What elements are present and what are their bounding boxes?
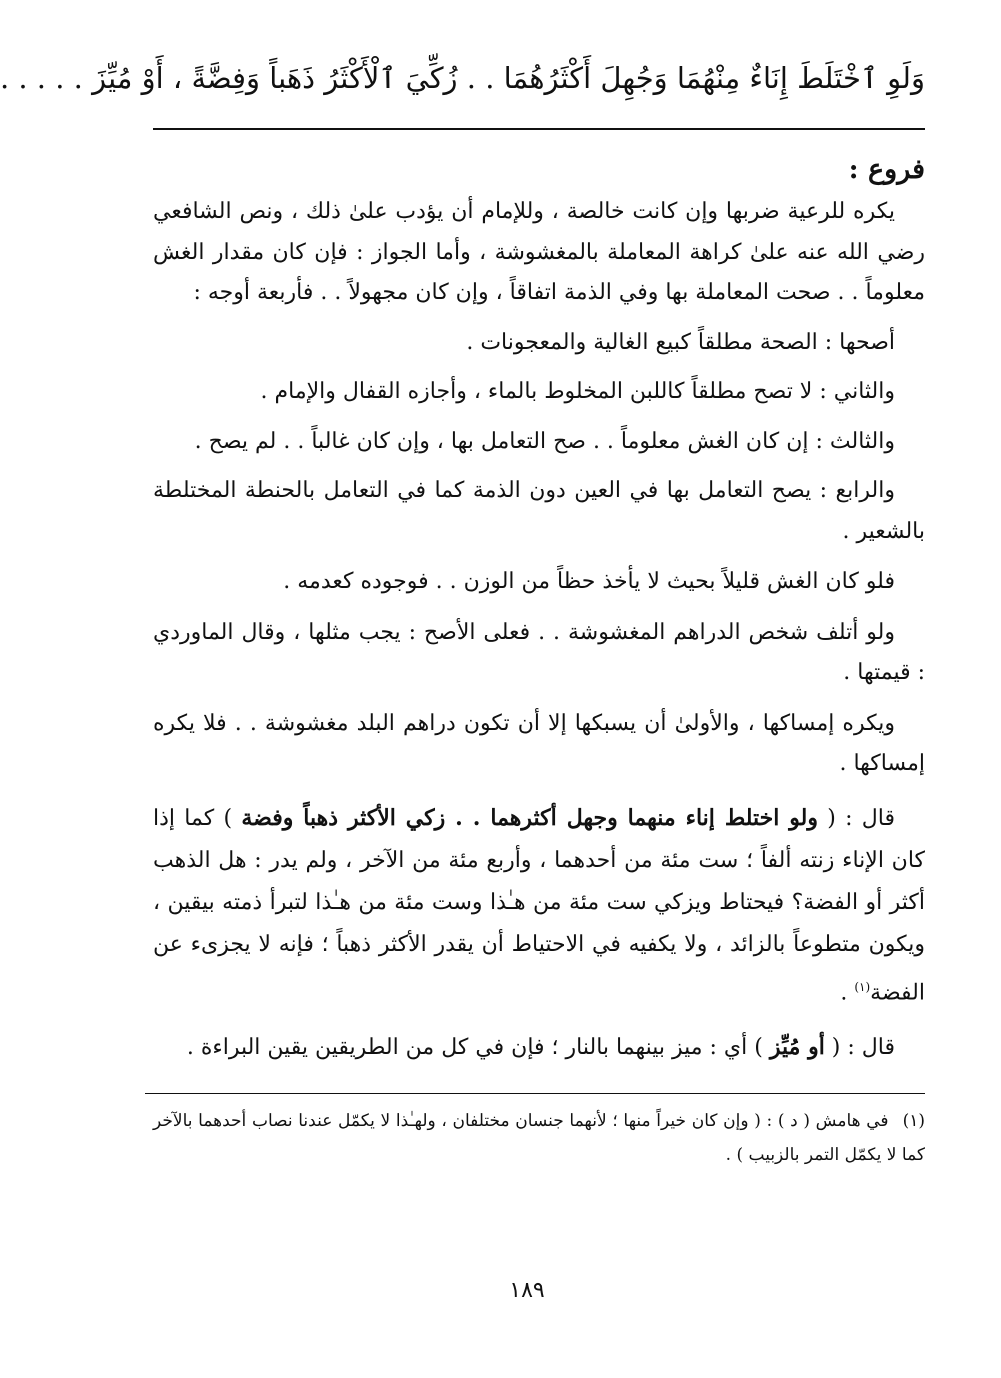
header-rule [153,128,925,130]
quote-lead: قال : ( [817,805,896,831]
commentary-text: ) كما إذا كان الإناء زنته ألفاً ؛ ست مئة من أحدهما ، وأربع مئة من الآخر ، ولم يدر : هل الذهب أكثر أو الفضة؟ فيحتاط ويزكي ست مئة من هـٰذا وست مئة من هـٰذا لتبرأ ذمته بيقين ، ويكون متطوعاً بالزائد ، ولا يكفيه في الاحتياط أن يقدر الأكثر ذهباً ؛ فإنه لا يجزىء عن الفضة [153,805,925,1005]
paragraph-holding: ويكره إمساكها ، والأولىٰ أن يسبكها إلا أن تكون دراهم البلد مغشوشة . . فلا يكره إمساكها . [153,710,925,776]
quoted-matn: ولو اختلط إناء منهما وجهل أكثرهما . . زكي الأكثر ذهباً وفضة [241,804,818,831]
paragraph-small-adulteration: فلو كان الغش قليلاً بحيث لا يأخذ حظاً من الوزن . . فوجوده كعدمه . [283,569,895,594]
view-second: والثاني : لا تصح مطلقاً كاللبن المخلوط بالماء ، وأجازه القفال والإمام . [260,379,895,404]
quoted-matn: أو مُيِّز [769,1033,825,1060]
page-number: ١٨٩ [509,1278,545,1303]
page-body [0,50,925,1172]
paragraph-separated [153,1026,925,1069]
footnote-text: في هامش ( د ) : ( وإن كان خيراً منها ؛ لأنهما جنسان مختلفان ، ولهـٰذا لا يكمّل عندنا نصاب أحدهما بالآخر كما لا يكمّل التمر بالزبيب ) . [153,1110,925,1165]
commentary-text: ) أي : ميز بينهما بالنار ؛ فإن في كل من الطريقين يقين البراءة . [186,1034,770,1060]
footnote [153,1104,925,1172]
view-first: أصحها : الصحة مطلقاً كبيع الغالية والمعجونات . [466,329,895,355]
sentence-end: . [840,979,855,1005]
paragraph-intro: يكره للرعية ضربها وإن كانت خالصة ، وللإمام أن يؤدب علىٰ ذلك ، ونص الشافعي رضي الله عنه علىٰ كراهة المعاملة بالمغشوشة ، وأما الجواز : فإن كان مقدار الغش معلوماً . . صحت المعاملة بها وفي الذمة اتفاقاً ، وإن كان مجهولاً . . فأربعة أوجه : [153,199,925,305]
running-header: وَلَوِ ٱخْتَلَطَ إِنَاءٌ مِنْهُمَا وَجُهِلَ أَكْثَرُهُمَا . . زُكِّيَ ٱلْأَكْثَرُ ذَهَباً وَفِضَّةً ، أَوْ مُيِّزَ . . . . . [0,61,925,95]
paragraph-mixed-vessel [153,797,925,1014]
footnote-ref[interactable]: (١) [854,979,871,994]
paragraph-destroyed-dirhams: ولو أتلف شخص الدراهم المغشوشة . . فعلى الأصح : يجب مثلها ، وقال الماوردي : قيمتها . [153,619,925,685]
section-title: فروع : [848,154,925,185]
quote-lead: قال : ( [824,1034,895,1060]
footnote-rule [145,1093,925,1094]
footnote-number: (١) [902,1110,925,1131]
view-third: والثالث : إن كان الغش معلوماً . . صح التعامل بها ، وإن كان غالباً . . لم يصح . [194,428,895,454]
view-fourth: والرابع : يصح التعامل بها في العين دون الذمة كما في التعامل بالحنطة المختلطة بالشعير . [153,478,925,544]
